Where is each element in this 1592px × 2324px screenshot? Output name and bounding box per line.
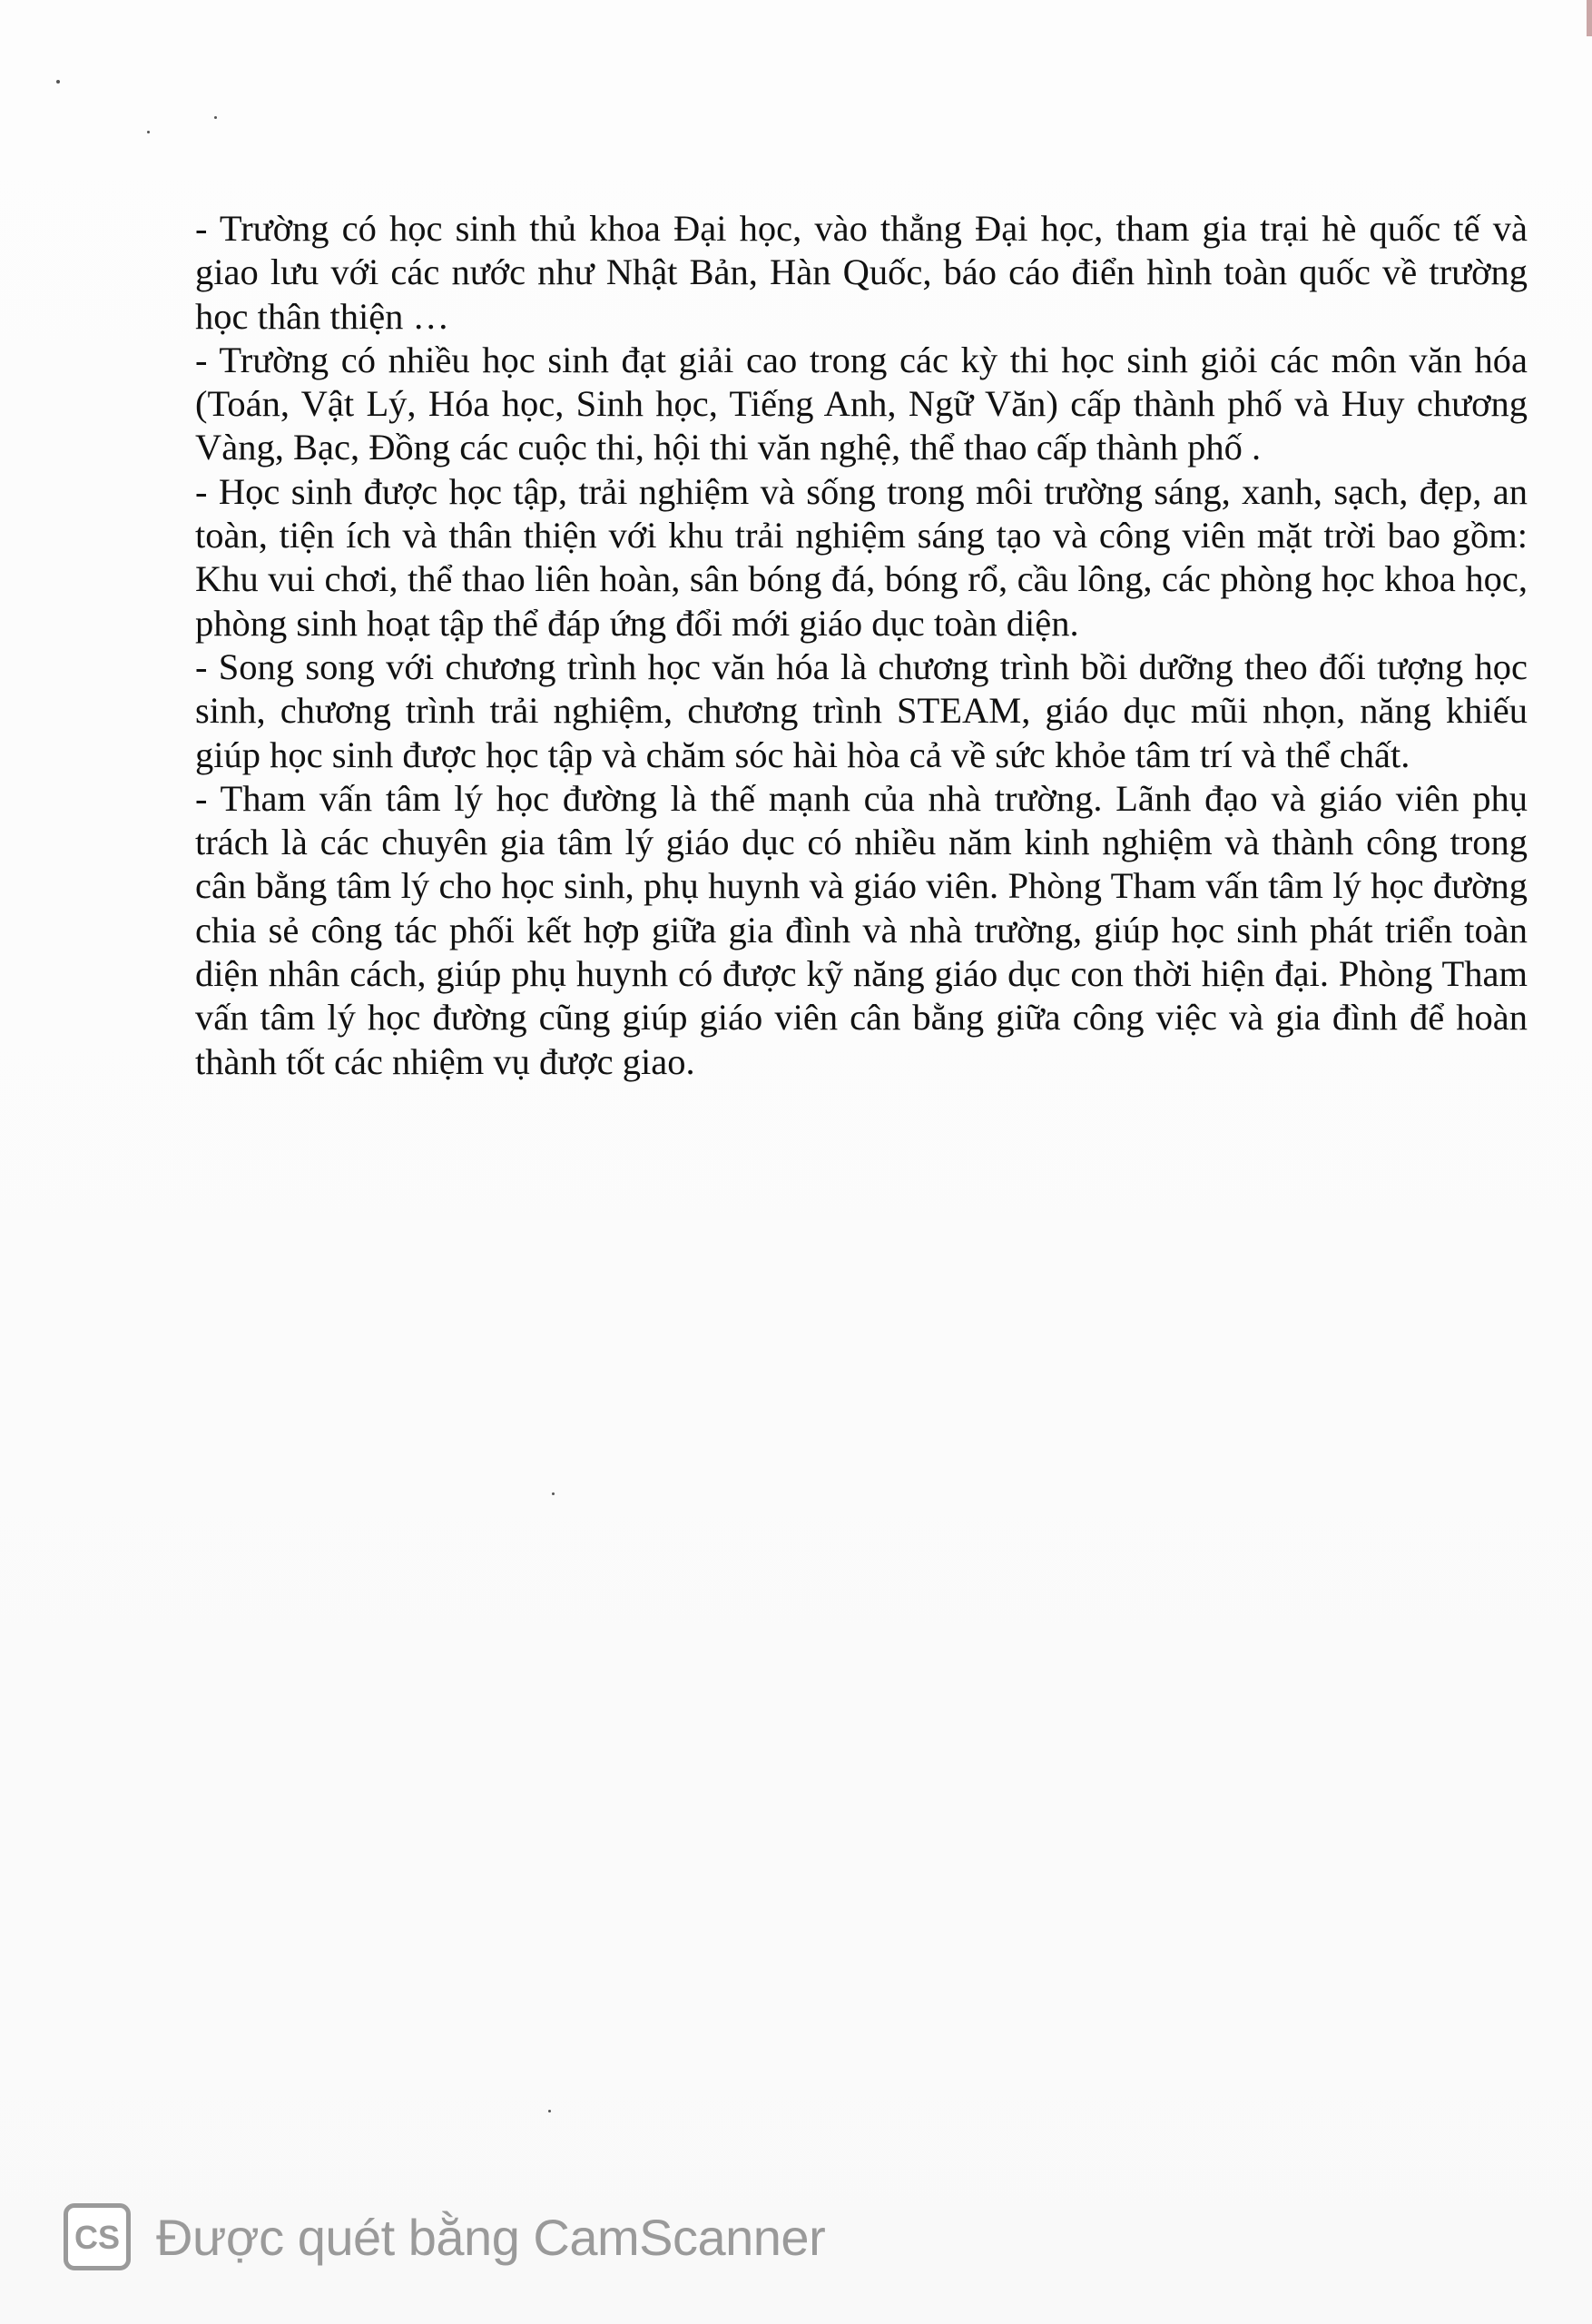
- scan-speck: [214, 116, 217, 119]
- paragraph-top-students: - Trường có học sinh thủ khoa Đại học, vào thẳng Đại học, tham gia trại hè quốc tế và giao lưu với các nước như Nhật Bản, Hàn Quốc, báo cáo điển hình toàn quốc về trường học thân thiện …: [195, 208, 1528, 337]
- scan-speck: [548, 2110, 551, 2112]
- document-body: [195, 207, 1528, 1084]
- camscanner-logo-icon: [64, 2203, 131, 2270]
- camscanner-watermark-text: Được quét bằng CamScanner: [156, 2208, 826, 2266]
- camscanner-logo-text: CS: [74, 2219, 121, 2256]
- scan-speck: [147, 131, 150, 133]
- paragraph-learning-environment: - Học sinh được học tập, trải nghiệm và sống trong môi trường sáng, xanh, sạch, đẹp, an toàn, tiện ích và thân thiện với khu trải nghiệm sáng tạo và công viên mặt trời bao gồm: Khu vui chơi, thể thao liên hoàn, sân bóng đá, bóng rổ, cầu lông, các phòng học khoa học, phòng sinh hoạt tập thể đáp ứng đổi mới giáo dục toàn diện.: [195, 470, 1528, 644]
- camscanner-logo-glyph: [72, 2217, 123, 2257]
- paragraph-competition-awards: - Trường có nhiều học sinh đạt giải cao trong các kỳ thi học sinh giỏi các môn văn hóa (Toán, Vật Lý, Hóa học, Sinh học, Tiếng Anh, Ngữ Văn) cấp thành phố và Huy chương Vàng, Bạc, Đồng các cuộc thi, hội thi văn nghệ, thể thao cấp thành phố .: [195, 339, 1528, 468]
- paragraph-programs: - Song song với chương trình học văn hóa là chương trình bồi dưỡng theo đối tượng học sinh, chương trình trải nghiệm, chương trình STEAM, giáo dục mũi nhọn, năng khiếu giúp học sinh được học tập và chăm sóc hài hòa cả về sức khỏe tâm trí và thể chất.: [195, 645, 1528, 775]
- camscanner-watermark: [64, 2201, 825, 2273]
- scan-speck: [56, 80, 60, 84]
- scan-speck: [552, 1492, 555, 1495]
- paragraph-school-counseling: - Tham vấn tâm lý học đường là thế mạnh của nhà trường. Lãnh đạo và giáo viên phụ trách là các chuyên gia tâm lý giáo dục có nhiều năm kinh nghiệm và thành công trong cân bằng tâm lý cho học sinh, phụ huynh và giáo viên. Phòng Tham vấn tâm lý học đường chia sẻ công tác phối kết hợp giữa gia đình và nhà trường, giúp học sinh phát triển toàn diện nhân cách, giúp phụ huynh có được kỹ năng giáo dục con thời hiện đại. Phòng Tham vấn tâm lý học đường cũng giúp giáo viên cân bằng giữa công việc và gia đình để hoàn thành tốt các nhiệm vụ được giao.: [195, 777, 1528, 1082]
- scan-edge-mark: [1587, 0, 1592, 36]
